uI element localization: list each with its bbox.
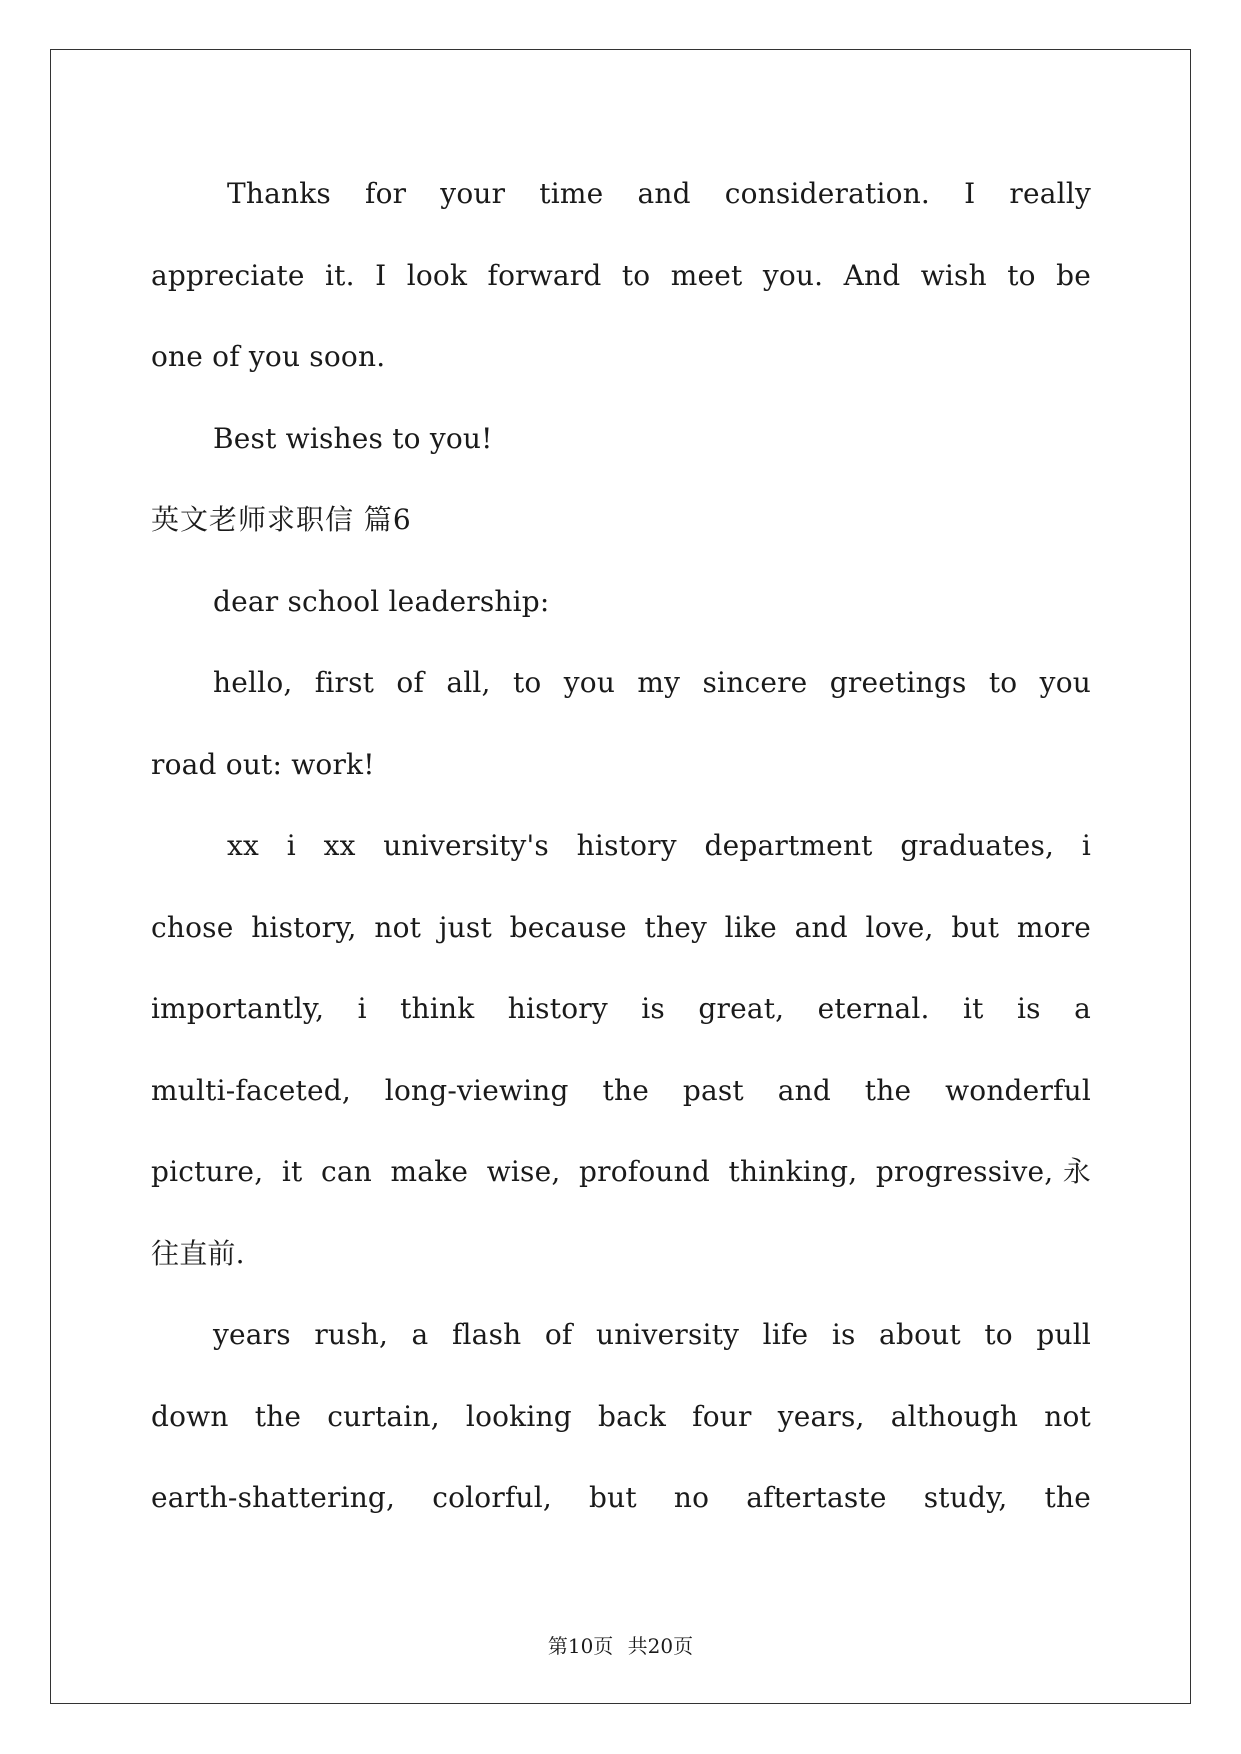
paragraph-line: appreciate it. I look forward to meet you. And wish to be	[151, 258, 1091, 292]
paragraph-line: road out: work!	[151, 747, 375, 781]
paragraph-line: 往直前.	[151, 1236, 245, 1270]
paragraph-line: hello, first of all, to you my sincere greetings to you	[213, 666, 1091, 699]
paragraph-line: multi-faceted, long-viewing the past and the wonderful	[151, 1073, 1091, 1107]
paragraph-line: Best wishes to you!	[213, 421, 493, 455]
paragraph-line: years rush, a flash of university life is about to pull	[213, 1318, 1091, 1351]
paragraph-line: chose history, not just because they like and love, but more	[151, 910, 1091, 944]
page-footer	[0, 1630, 1241, 1659]
page-total: 共20页	[627, 1634, 694, 1658]
paragraph-line: down the curtain, looking back four years, although not	[151, 1399, 1091, 1433]
paragraph-line: xx i xx university's history department graduates, i	[227, 829, 1091, 862]
paragraph-line: dear school leadership:	[213, 584, 550, 618]
paragraph-line: one of you soon.	[151, 340, 386, 373]
paragraph-line: importantly, i think history is great, eternal. it is a	[151, 992, 1091, 1025]
page-number: 第10页	[547, 1634, 614, 1658]
paragraph-line: earth-shattering, colorful, but no aftertaste study, the	[151, 1481, 1091, 1514]
section-heading: 英文老师求职信 篇6	[151, 503, 412, 536]
paragraph-line: picture, it can make wise, profound thinking, progressive,永	[151, 1155, 1091, 1188]
document-body	[151, 165, 1091, 1551]
paragraph-line: Thanks for your time and consideration. I really	[227, 177, 1091, 210]
